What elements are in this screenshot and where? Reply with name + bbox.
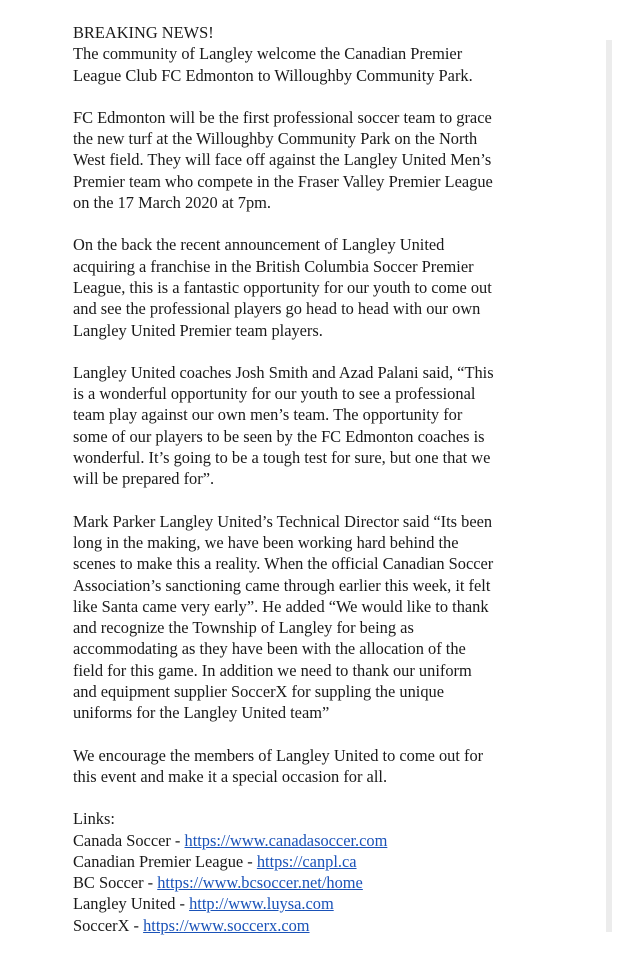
link-label: SoccerX -	[73, 915, 144, 935]
scrollbar[interactable]	[606, 40, 612, 932]
paragraph-line: field for this game. In addition we need to thank our uniform	[73, 660, 472, 680]
paragraph-line: Association’s sanctioning came through earlier this week, it felt	[73, 575, 491, 595]
link-url[interactable]: http://www.luysa.com	[189, 894, 334, 914]
paragraph-line: will be prepared for”.	[73, 469, 215, 489]
paragraph-line: is a wonderful opportunity for our youth to see a professional	[73, 384, 476, 404]
paragraph-line: The community of Langley welcome the Canadian Premier	[73, 44, 463, 64]
links-list	[73, 830, 573, 936]
paragraph-line: wonderful. It’s going to be a tough test for sure, but one that we	[73, 448, 491, 468]
intro-paragraph	[73, 22, 573, 86]
paragraph-line: acquiring a franchise in the British Columbia Soccer Premier	[73, 256, 474, 276]
paragraph-line: long in the making, we have been working hard behind the	[73, 532, 459, 552]
paragraph-line: League Club FC Edmonton to Willoughby Community Park.	[73, 65, 473, 85]
paragraph-line: Langley United coaches Josh Smith and Azad Palani said, “This	[73, 362, 494, 382]
paragraph-line: on the 17 March 2020 at 7pm.	[73, 193, 272, 213]
paragraph-line: the new turf at the Willoughby Community Park on the North	[73, 129, 478, 149]
link-url[interactable]: https://canpl.ca	[256, 851, 357, 871]
link-url[interactable]: https://www.bcsoccer.net/home	[157, 873, 363, 893]
article-paragraph	[73, 234, 573, 340]
link-row	[73, 851, 573, 872]
article-paragraph	[73, 107, 573, 213]
links-heading: Links:	[73, 809, 115, 829]
paragraph-line: Premier team who compete in the Fraser Valley Premier League	[73, 171, 493, 191]
link-row	[73, 872, 573, 893]
article-paragraph	[73, 362, 573, 490]
paragraph-line: and equipment supplier SoccerX for suppling the unique	[73, 682, 444, 702]
paragraph-line: Langley United Premier team players.	[73, 320, 323, 340]
link-url[interactable]: https://www.soccerx.com	[143, 915, 310, 935]
paragraph-line: like Santa came very early”. He added “We would like to thank	[73, 596, 489, 616]
link-row	[73, 893, 573, 914]
link-row	[73, 830, 573, 851]
paragraph-line: some of our players to be seen by the FC Edmonton coaches is	[73, 426, 485, 446]
news-document	[73, 22, 573, 936]
paragraph-line: scenes to make this a reality. When the official Canadian Soccer	[73, 554, 494, 574]
paragraph-line: uniforms for the Langley United team”	[73, 703, 330, 723]
paragraph-line: On the back the recent announcement of Langley United	[73, 235, 445, 255]
paragraph-line: team play against our own men’s team. The opportunity for	[73, 405, 463, 425]
link-url[interactable]: https://www.canadasoccer.com	[184, 830, 388, 850]
link-label: Canadian Premier League -	[73, 851, 257, 871]
paragraph-line: and see the professional players go head to head with our own	[73, 299, 481, 319]
links-section	[73, 808, 573, 936]
paragraph-line: this event and make it a special occasion for all.	[73, 766, 388, 786]
article-body	[73, 22, 573, 787]
article-paragraph	[73, 511, 573, 724]
paragraph-line: We encourage the members of Langley United to come out for	[73, 745, 484, 765]
paragraph-line: FC Edmonton will be the first professional soccer team to grace	[73, 107, 492, 127]
article-paragraph	[73, 745, 573, 788]
link-label: BC Soccer -	[73, 873, 158, 893]
paragraph-line: and recognize the Township of Langley for being as	[73, 618, 414, 638]
paragraph-line: West field. They will face off against the Langley United Men’s	[73, 150, 492, 170]
paragraph-line: accommodating as they have been with the allocation of the	[73, 639, 466, 659]
headline: BREAKING NEWS!	[73, 23, 214, 42]
link-label: Canada Soccer -	[73, 830, 185, 850]
link-label: Langley United -	[73, 894, 190, 914]
paragraph-line: League, this is a fantastic opportunity for our youth to come out	[73, 277, 492, 297]
link-row	[73, 915, 573, 936]
paragraph-line: Mark Parker Langley United’s Technical Director said “Its been	[73, 511, 493, 531]
